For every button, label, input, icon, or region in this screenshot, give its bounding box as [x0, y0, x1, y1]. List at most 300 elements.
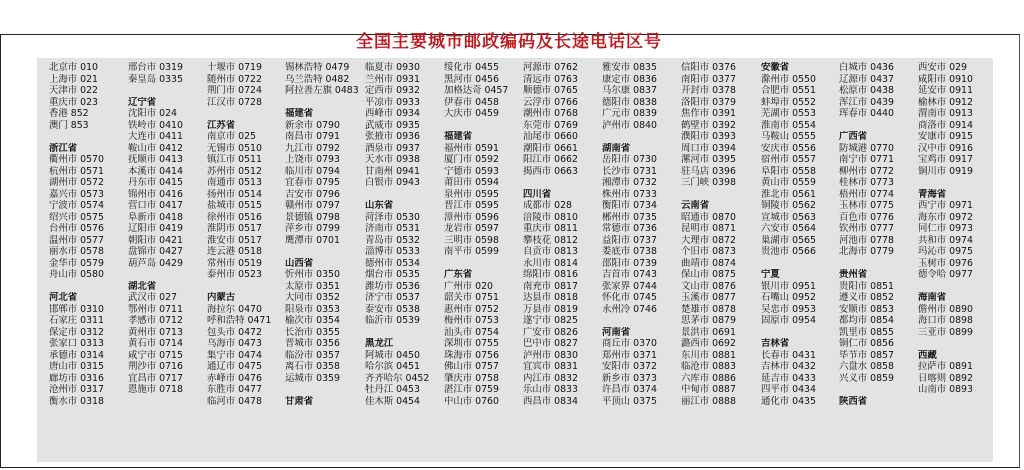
city-entry: 无锡市 0510 — [207, 142, 262, 154]
city-entry: 黄州市 0713 — [128, 326, 183, 338]
city-entry: 漯河市 0395 — [681, 154, 736, 165]
province-header: 四川省 — [523, 188, 552, 200]
province-header: 湖北省 — [128, 280, 157, 292]
province-header: 吉林省 — [761, 338, 790, 349]
city-entry: 铜仁市 0856 — [839, 338, 894, 349]
city-entry: 永川市 0814 — [523, 257, 578, 269]
city-entry: 衡阳市 0734 — [602, 200, 657, 211]
city-entry: 葫芦岛 0429 — [128, 257, 183, 269]
city-entry: 文山市 0876 — [681, 280, 736, 292]
city-entry: 徐州市 0516 — [207, 211, 262, 223]
city-entry: 保定市 0312 — [49, 326, 104, 338]
city-entry: 南昌市 0791 — [285, 131, 340, 142]
city-entry: 长沙市 0731 — [602, 165, 657, 177]
city-entry: 兴义市 0859 — [839, 372, 894, 384]
city-entry: 阿城市 0450 — [365, 349, 420, 361]
city-entry: 辽源市 0437 — [839, 73, 894, 85]
city-entry: 吉首市 0743 — [602, 269, 657, 280]
city-entry: 宝鸡市 0917 — [918, 154, 973, 165]
spacer — [918, 338, 1010, 350]
city-entry: 天津市 022 — [49, 85, 98, 96]
city-entry: 佛山市 0757 — [444, 361, 499, 372]
city-entry: 雅安市 0835 — [602, 62, 657, 73]
city-entry: 淮北市 0561 — [761, 188, 816, 200]
city-entry: 酒泉市 0937 — [365, 142, 420, 154]
city-entry: 广州市 020 — [444, 280, 493, 292]
city-entry: 岳阳市 0730 — [602, 154, 657, 165]
city-entry: 钦州市 0777 — [839, 223, 894, 234]
city-entry: 湖州市 0572 — [49, 177, 104, 188]
city-entry: 潍坊市 0536 — [365, 280, 420, 292]
city-entry: 德州市 0534 — [365, 257, 420, 269]
city-entry: 阿拉善左旗 0483 — [285, 85, 359, 96]
city-entry: 楚雄市 0878 — [681, 303, 736, 315]
city-entry: 鹤壁市 0392 — [681, 119, 736, 131]
city-entry: 云浮市 0766 — [523, 96, 578, 108]
city-entry: 镇江市 0511 — [207, 154, 262, 165]
city-entry: 漳州市 0596 — [444, 211, 499, 223]
city-entry: 重庆市 0811 — [523, 223, 578, 234]
directory-columns — [49, 62, 989, 460]
city-entry: 广元市 0839 — [602, 108, 657, 119]
city-entry: 孝感市 0712 — [128, 315, 183, 326]
city-entry: 永州冷 0746 — [602, 303, 657, 315]
city-entry: 德阳市 0838 — [602, 96, 657, 108]
city-entry: 鄂州市 0711 — [128, 303, 183, 315]
city-entry: 铜川市 0919 — [918, 165, 973, 177]
city-entry: 南平市 0599 — [444, 246, 499, 257]
city-entry: 昭通市 0870 — [681, 211, 736, 223]
city-entry: 锡林浩特 0479 — [285, 62, 350, 73]
city-entry: 玉林市 0775 — [839, 200, 894, 211]
city-entry: 淄博市 0533 — [365, 246, 420, 257]
city-entry: 商洛市 0914 — [918, 119, 973, 131]
city-entry: 桂林市 0773 — [839, 177, 894, 188]
city-entry: 宜昌市 0717 — [128, 372, 183, 384]
city-entry: 石家庄 0311 — [49, 315, 104, 326]
city-entry: 青岛市 0532 — [365, 234, 420, 246]
city-entry: 泸州市 0840 — [602, 119, 657, 131]
city-entry: 丽水市 0578 — [49, 246, 104, 257]
city-entry: 台州市 0576 — [49, 223, 104, 234]
city-entry: 延安市 0911 — [918, 85, 973, 96]
city-entry: 江汉市 0728 — [207, 96, 262, 108]
city-entry: 都均市 0854 — [839, 315, 894, 326]
city-entry: 大理市 0872 — [681, 234, 736, 246]
city-entry: 清远市 0763 — [523, 73, 578, 85]
city-entry: 益阳市 0737 — [602, 234, 657, 246]
city-entry: 通辽市 0475 — [207, 361, 262, 372]
city-entry: 浑江市 0439 — [839, 96, 894, 108]
city-entry: 西安市 029 — [918, 62, 967, 73]
city-entry: 济南市 0531 — [365, 223, 420, 234]
city-entry: 晋江市 0595 — [444, 200, 499, 211]
city-entry: 温州市 0577 — [49, 234, 104, 246]
city-entry: 南宁市 0771 — [839, 154, 894, 165]
city-entry: 临沂市 0539 — [365, 315, 420, 326]
city-entry: 张家界 0744 — [602, 280, 657, 292]
city-entry: 韶关市 0751 — [444, 292, 499, 303]
city-entry: 集宁市 0474 — [207, 349, 262, 361]
city-entry: 张掖市 0936 — [365, 131, 420, 142]
city-entry: 沧州市 0317 — [49, 384, 104, 395]
city-entry: 泉州市 0595 — [444, 188, 499, 200]
city-entry: 大同市 0352 — [285, 292, 340, 303]
city-entry: 西峰市 0934 — [365, 108, 420, 119]
city-entry: 六盘水 0858 — [839, 361, 894, 372]
province-header: 青海省 — [918, 188, 947, 200]
city-entry: 河源市 0762 — [523, 62, 578, 73]
city-entry: 石嘴山 0952 — [761, 292, 816, 303]
city-entry: 白银市 0943 — [365, 177, 420, 188]
city-entry: 西昌市 0834 — [523, 395, 578, 407]
city-entry: 延吉市 0433 — [761, 372, 816, 384]
city-entry: 鞍山市 0412 — [128, 142, 183, 154]
city-entry: 株州市 0733 — [602, 188, 657, 200]
city-entry: 乐山市 0833 — [523, 384, 578, 395]
city-entry: 离石市 0358 — [285, 361, 340, 372]
province-header: 甘肃省 — [285, 395, 314, 407]
province-header: 福建省 — [285, 108, 314, 119]
city-entry: 荆沙市 0716 — [128, 361, 183, 372]
city-entry: 黄山市 0559 — [761, 177, 816, 188]
city-entry: 娄底市 0738 — [602, 246, 657, 257]
city-entry: 湛江市 0759 — [444, 384, 499, 395]
city-entry: 景德镇 0798 — [285, 211, 340, 223]
city-entry: 贵阳市 0851 — [839, 280, 894, 292]
city-entry: 马鞍山 0555 — [761, 131, 816, 142]
city-entry: 荆门市 0724 — [207, 85, 262, 96]
city-entry: 肇庆市 0758 — [444, 372, 499, 384]
city-entry: 揭西市 0663 — [523, 165, 578, 177]
city-entry: 长治市 0355 — [285, 326, 340, 338]
city-entry: 芜湖市 0553 — [761, 108, 816, 119]
city-entry: 忻州市 0350 — [285, 269, 340, 280]
province-header: 云南省 — [681, 200, 710, 211]
city-entry: 珠海市 0756 — [444, 349, 499, 361]
city-entry: 固原市 0954 — [761, 315, 816, 326]
province-header: 宁夏 — [761, 269, 780, 280]
city-entry: 济宁市 0537 — [365, 292, 420, 303]
city-entry: 十堰市 0719 — [207, 62, 262, 73]
city-entry: 宿州市 0557 — [761, 154, 816, 165]
city-entry: 珲春市 0440 — [839, 108, 894, 119]
city-entry: 成都市 028 — [523, 200, 572, 211]
city-entry: 本溪市 0414 — [128, 165, 183, 177]
city-entry: 合肥市 0551 — [761, 85, 816, 96]
city-entry: 巢湖市 0565 — [761, 234, 816, 246]
city-entry: 咸宁市 0715 — [128, 349, 183, 361]
city-entry: 铁岭市 0410 — [128, 119, 183, 131]
city-entry: 南京市 025 — [207, 131, 256, 142]
city-entry: 渭南市 0913 — [918, 108, 973, 119]
city-entry: 景洪市 0691 — [681, 326, 736, 338]
city-entry: 攀枝花 0812 — [523, 234, 578, 246]
city-entry: 菏泽市 0530 — [365, 211, 420, 223]
city-entry: 周口市 0394 — [681, 142, 736, 154]
city-entry: 加格达奇 0457 — [444, 85, 509, 96]
city-entry: 康定市 0836 — [602, 73, 657, 85]
city-entry: 昆明市 0871 — [681, 223, 736, 234]
city-entry: 赣州市 0797 — [285, 200, 340, 211]
city-entry: 廊坊市 0316 — [49, 372, 104, 384]
city-entry: 哈尔滨 0451 — [365, 361, 420, 372]
province-header: 黑龙江 — [365, 338, 394, 349]
city-entry: 晋城市 0356 — [285, 338, 340, 349]
city-entry: 抚顺市 0413 — [128, 154, 183, 165]
province-header: 河南省 — [602, 326, 631, 338]
city-entry: 安顺市 0853 — [839, 303, 894, 315]
city-entry: 阳泉市 0353 — [285, 303, 340, 315]
city-entry: 开封市 0378 — [681, 85, 736, 96]
city-entry: 临沧市 0883 — [681, 361, 736, 372]
city-entry: 绍兴市 0575 — [49, 211, 104, 223]
city-entry: 齐齐哈尔 0452 — [365, 372, 430, 384]
city-entry: 六库市 0886 — [681, 372, 736, 384]
city-entry: 北京市 010 — [49, 62, 98, 73]
city-entry: 北海市 0779 — [839, 246, 894, 257]
city-entry: 烟台市 0535 — [365, 269, 420, 280]
city-entry: 万县市 0819 — [523, 303, 578, 315]
province-header: 贵州省 — [839, 269, 868, 280]
city-entry: 沈阳市 024 — [128, 108, 177, 119]
city-entry: 常德市 0736 — [602, 223, 657, 234]
spacer — [918, 177, 1010, 189]
city-entry: 海口市 0898 — [918, 315, 973, 326]
city-entry: 凯里市 0855 — [839, 326, 894, 338]
city-entry: 泰州市 0523 — [207, 269, 262, 280]
city-entry: 宁波市 0574 — [49, 200, 104, 211]
city-entry: 唐山市 0315 — [49, 361, 104, 372]
city-entry: 嘉兴市 0573 — [49, 188, 104, 200]
city-entry: 盐城市 0515 — [207, 200, 262, 211]
city-entry: 临夏市 0930 — [365, 62, 420, 73]
city-entry: 六安市 0564 — [761, 223, 816, 234]
directory-column — [285, 62, 377, 407]
spacer — [918, 281, 1010, 293]
city-entry: 阳江市 0662 — [523, 154, 578, 165]
city-entry: 达县市 0818 — [523, 292, 578, 303]
city-entry: 铜陵市 0562 — [761, 200, 816, 211]
city-entry: 拉萨市 0891 — [918, 361, 973, 372]
city-entry: 南阳市 0377 — [681, 73, 736, 85]
city-entry: 洛阳市 0379 — [681, 96, 736, 108]
city-entry: 呼和浩特 0471 — [207, 315, 272, 326]
city-entry: 河池市 0778 — [839, 234, 894, 246]
city-entry: 东胜市 0477 — [207, 384, 262, 395]
province-header: 广西省 — [839, 131, 868, 142]
city-entry: 百色市 0776 — [839, 211, 894, 223]
city-entry: 信阳市 0376 — [681, 62, 736, 73]
directory-column — [681, 62, 773, 407]
spacer — [285, 384, 377, 396]
city-entry: 许昌市 0374 — [602, 384, 657, 395]
city-entry: 巴中市 0827 — [523, 338, 578, 349]
city-entry: 咸阳市 0910 — [918, 73, 973, 85]
city-entry: 衢州市 0570 — [49, 154, 104, 165]
city-entry: 承德市 0314 — [49, 349, 104, 361]
city-entry: 上海市 021 — [49, 73, 98, 85]
city-entry: 随州市 0722 — [207, 73, 262, 85]
city-entry: 怀化市 0745 — [602, 292, 657, 303]
city-entry: 梅州市 0753 — [444, 315, 499, 326]
city-entry: 郴州市 0735 — [602, 211, 657, 223]
city-entry: 湘潭市 0732 — [602, 177, 657, 188]
city-entry: 重庆市 023 — [49, 96, 98, 108]
city-entry: 保山市 0875 — [681, 269, 736, 280]
city-entry: 龙岩市 0597 — [444, 223, 499, 234]
city-entry: 武威市 0935 — [365, 119, 420, 131]
city-entry: 淮南市 0554 — [761, 119, 816, 131]
city-entry: 遂宁市 0825 — [523, 315, 578, 326]
city-entry: 东莞市 0769 — [523, 119, 578, 131]
province-header: 山东省 — [365, 200, 394, 211]
city-entry: 舟山市 0580 — [49, 269, 104, 280]
city-entry: 淮阴市 0517 — [207, 223, 262, 234]
city-entry: 平凉市 0933 — [365, 96, 420, 108]
city-entry: 内江市 0832 — [523, 372, 578, 384]
city-entry: 阜阳市 0558 — [761, 165, 816, 177]
city-entry: 南通市 0513 — [207, 177, 262, 188]
city-entry: 山南市 0893 — [918, 384, 973, 395]
city-entry: 海东市 0972 — [918, 211, 973, 223]
province-header: 山西省 — [285, 257, 314, 269]
city-entry: 萍乡市 0799 — [285, 223, 340, 234]
city-entry: 伊春市 0458 — [444, 96, 499, 108]
city-entry: 朝阳市 0421 — [128, 234, 183, 246]
city-entry: 顺德市 0765 — [523, 85, 578, 96]
city-entry: 太原市 0351 — [285, 280, 340, 292]
city-entry: 南充市 0817 — [523, 280, 578, 292]
province-header: 浙江省 — [49, 142, 78, 154]
city-entry: 泰安市 0538 — [365, 303, 420, 315]
spacer — [285, 246, 377, 258]
city-entry: 涪陵市 0810 — [523, 211, 578, 223]
province-header: 西藏 — [918, 349, 937, 361]
province-header: 福建省 — [444, 131, 473, 142]
city-entry: 澳门 853 — [49, 119, 89, 131]
city-entry: 常州市 0519 — [207, 257, 262, 269]
province-header: 广东省 — [444, 269, 473, 280]
province-header: 河北省 — [49, 292, 78, 303]
city-entry: 盘锦市 0427 — [128, 246, 183, 257]
city-entry: 武汉市 027 — [128, 292, 177, 303]
city-entry: 乌海市 0473 — [207, 338, 262, 349]
city-entry: 白城市 0436 — [839, 62, 894, 73]
city-entry: 绵阳市 0816 — [523, 269, 578, 280]
province-header: 海南省 — [918, 292, 947, 303]
city-entry: 营口市 0417 — [128, 200, 183, 211]
city-entry: 商丘市 0370 — [602, 338, 657, 349]
page-title: 全国主要城市邮政编码及长途电话区号 — [356, 32, 662, 52]
city-entry: 长春市 0431 — [761, 349, 816, 361]
city-entry: 潞西市 0692 — [681, 338, 736, 349]
city-entry: 潮州市 0768 — [523, 108, 578, 119]
city-entry: 大庆市 0459 — [444, 108, 499, 119]
city-entry: 玉溪市 0877 — [681, 292, 736, 303]
city-entry: 上饶市 0793 — [285, 154, 340, 165]
city-entry: 福州市 0591 — [444, 142, 499, 154]
city-entry: 通化市 0435 — [761, 395, 816, 407]
city-entry: 汉中市 0916 — [918, 142, 973, 154]
city-entry: 汕尾市 0660 — [523, 131, 578, 142]
city-entry: 银川市 0951 — [761, 280, 816, 292]
city-entry: 宣城市 0563 — [761, 211, 816, 223]
city-entry: 东川市 0881 — [681, 349, 736, 361]
city-entry: 广安市 0826 — [523, 326, 578, 338]
spacer — [285, 97, 377, 109]
city-entry: 杭州市 0571 — [49, 165, 104, 177]
city-entry: 鹰潭市 0701 — [285, 234, 340, 246]
city-entry: 同仁市 0973 — [918, 223, 973, 234]
city-entry: 马尔康 0837 — [602, 85, 657, 96]
city-entry: 苏州市 0512 — [207, 165, 262, 177]
city-entry: 丽江市 0888 — [681, 395, 736, 407]
city-entry: 邯郸市 0310 — [49, 303, 104, 315]
city-entry: 牡丹江 0453 — [365, 384, 420, 395]
city-entry: 阜新市 0418 — [128, 211, 183, 223]
city-entry: 德令哈 0977 — [918, 269, 973, 280]
city-entry: 扬州市 0514 — [207, 188, 262, 200]
city-entry: 深圳市 0755 — [444, 338, 499, 349]
city-entry: 个旧市 0873 — [681, 246, 736, 257]
city-entry: 香港 852 — [49, 108, 89, 119]
city-entry: 儋州市 0890 — [918, 303, 973, 315]
city-entry: 中山市 0760 — [444, 395, 499, 407]
city-entry: 衡水市 0318 — [49, 395, 104, 407]
city-entry: 安康市 0915 — [918, 131, 973, 142]
city-entry: 九江市 0792 — [285, 142, 340, 154]
city-entry: 淮安市 0517 — [207, 234, 262, 246]
city-entry: 张家口 0313 — [49, 338, 104, 349]
city-entry: 金华市 0579 — [49, 257, 104, 269]
city-entry: 锦州市 0416 — [128, 188, 183, 200]
city-entry: 四平市 0434 — [761, 384, 816, 395]
city-entry: 松原市 0438 — [839, 85, 894, 96]
city-entry: 包头市 0472 — [207, 326, 262, 338]
city-entry: 安庆市 0556 — [761, 142, 816, 154]
city-entry: 共和市 0974 — [918, 234, 973, 246]
city-entry: 兰州市 0931 — [365, 73, 420, 85]
province-header: 江苏省 — [207, 119, 236, 131]
city-entry: 赤峰市 0476 — [207, 372, 262, 384]
city-entry: 遵义市 0852 — [839, 292, 894, 303]
city-entry: 郑州市 0371 — [602, 349, 657, 361]
city-entry: 玛沁市 0975 — [918, 246, 973, 257]
city-entry: 思茅市 0879 — [681, 315, 736, 326]
city-entry: 恩施市 0718 — [128, 384, 183, 395]
city-entry: 防城港 0770 — [839, 142, 894, 154]
city-entry: 乌兰浩特 0482 — [285, 73, 350, 85]
city-entry: 天水市 0938 — [365, 154, 420, 165]
city-entry: 海拉尔 0470 — [207, 303, 262, 315]
city-entry: 厦门市 0592 — [444, 154, 499, 165]
city-entry: 安阳市 0372 — [602, 361, 657, 372]
city-entry: 濮阳市 0393 — [681, 131, 736, 142]
city-entry: 榆次市 0354 — [285, 315, 340, 326]
province-header: 安徽省 — [761, 62, 790, 73]
city-entry: 黑河市 0456 — [444, 73, 499, 85]
city-entry: 平顶山 0375 — [602, 395, 657, 407]
city-entry: 秦皇岛 0335 — [128, 73, 183, 85]
city-entry: 黄石市 0714 — [128, 338, 183, 349]
city-entry: 潮阳市 0661 — [523, 142, 578, 154]
city-entry: 佳木斯 0454 — [365, 395, 420, 407]
city-entry: 连云港 0518 — [207, 246, 262, 257]
city-entry: 宜春市 0795 — [285, 177, 340, 188]
city-entry: 宁德市 0593 — [444, 165, 499, 177]
table-panel — [37, 58, 993, 462]
